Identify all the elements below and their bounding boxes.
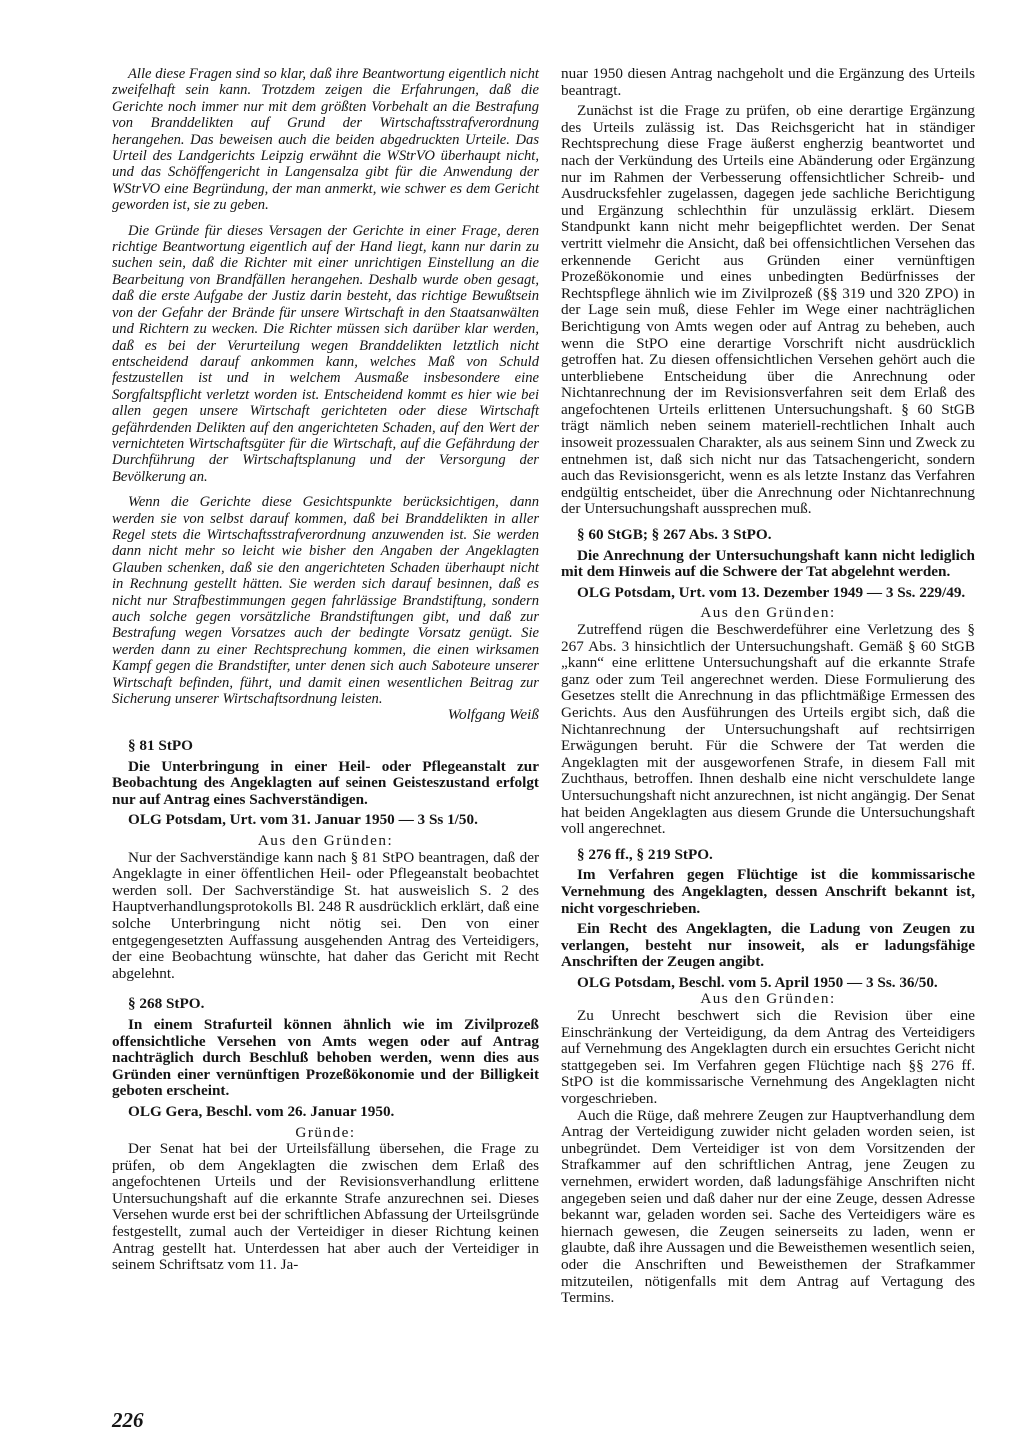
headnote-60: Die Anrechnung der Untersuchungshaft kann nicht lediglich mit dem Hinweis auf die Schwere der Tat abgelehnt werden.	[561, 546, 975, 581]
section-heading-81: § 81 StPO	[128, 737, 193, 755]
section-heading-60: § 60 StGB; § 267 Abs. 3 StPO.	[577, 526, 772, 544]
reasons-label-276: Aus den Gründen:	[700, 990, 836, 1008]
section-heading-276: § 276 ff., § 219 StPO.	[577, 845, 713, 863]
right-column	[561, 66, 975, 1307]
decision-text-268-continued: Zunächst ist die Frage zu prüfen, ob eine derartige Ergänzung des Urteils zulässig ist. Das Reichsgericht hat in ständiger Rechtsprechung diese Frage äußerst engherzig beantwortet und nach der Verkündung des Urteils eine Abänderung oder Ergänzung nur im Rahmen der Verbesserung offensichtlicher Schreib- und Ausdrucksfehler zugelassen, dagegen jede sachliche Berichtigung und Ergänzung schlechthin für unzulässig erklärt. Diesem Standpunkt kann nicht mehr beigepflichtet werden. Der Senat vertritt vielmehr die Ansicht, daß bei offensichtlichen Versehen das erkennende Gericht aus Gründen einer vernünftigen Prozeßökonomie und eines unbedingten Bedürfnisses der Rechtspflege ähnlich wie im Zivilprozeß (§§ 319 und 320 ZPO) in der Lage sein muß, diese Fehler im Wege einer nachträglichen Berichtigung von Amts wegen oder auf Antrag zu beheben, auch wenn die StPO eine derartige Vorschrift nicht ausdrücklich getroffen hat. Zu diesen offensichtlichen Versehen gehört auch die unterbliebene Entscheidung über die Anrechnung oder Nichtanrechnung der im Revisionsverfahren seit dem Erlaß des angefochtenen Urteils erlittenen Untersuchungshaft. § 60 StGB trägt nämlich neben seinem materiell-rechtlichen Inhalt auch insoweit prozessualen Charakter, als aus seinem Sinn und Zweck zu entnehmen ist, daß sich nicht nur das Tatsachengericht, sondern auch das Revisionsgericht, wenn es als letzte Instanz das Verfahren endgültig entscheidet, über die Anrechnung oder Nichtanrechnung der Untersuchungshaft aussprechen muß.	[561, 102, 975, 518]
section-heading-268: § 268 StPO.	[128, 995, 205, 1013]
reasons-label-60: Aus den Gründen:	[700, 604, 836, 622]
headnote-81: Die Unterbringung in einer Heil- oder Pflegeanstalt zur Beobachtung des Angeklagten auf seinen Geisteszustand erfolgt nur auf Antrag eines Sachverständigen.	[112, 757, 539, 808]
continued-paragraph: nuar 1950 diesen Antrag nachgeholt und die Ergänzung des Urteils beantragt.	[561, 65, 975, 99]
court-citation-268: OLG Gera, Beschl. vom 26. Januar 1950.	[128, 1102, 395, 1120]
decision-text-276-2: Auch die Rüge, daß mehrere Zeugen zur Hauptverhandlung dem Antrag der Verteidigung zuwider nicht geladen worden seien, ist unbegründet. Dem Verteidiger ist von dem Vorsitzenden der Strafkammer auf den schriftlichen Antrag, jene Zeugen zu vernehmen, erwidert worden, daß ladungsfähige Anschriften nicht angegeben seien und daß daher nur der eine Zeuge, dessen Adresse bekannt war, geladen worden sei. Sache des Verteidigers wäre es hiernach gewesen, die Zeugen seinerseits zu laden, wenn er glaubte, daß ihre Aussagen und die Beweisthemen wesentlich seien, oder die Anschriften und Beweisthemen der Strafkammer mitzuteilen, nötigenfalls mit dem Antrag auf Vertagung des Termins.	[561, 1106, 975, 1307]
court-citation-60: OLG Potsdam, Urt. vom 13. Dezember 1949 — 3 Ss. 229/49.	[577, 583, 966, 601]
court-citation-276: OLG Potsdam, Beschl. vom 5. April 1950 — 3 Ss. 36/50.	[577, 973, 938, 991]
reasons-label-81: Aus den Gründen:	[257, 832, 394, 849]
decision-text-60: Zutreffend rügen die Beschwerdeführer eine Verletzung des § 267 Abs. 3 hinsichtlich der Untersuchungshaft. Gemäß § 60 StGB „kann“ eine erlittene Untersuchungshaft auf die erkannte Strafe ganz oder zum Teil angerechnet werden. Diese Formulierung des Gesetzes stellt die Anrechnung in das pflichtmäßige Ermessen des Gerichts. Aus den Ausführungen des Urteils ergibt sich, daß die Nichtanrechnung der Untersuchungshaft auf rechtsirrigen Erwägungen beruht. Für die Schwere der Tat werden die Angeklagten mit der ausgeworfenen Strafe, in diesem Fall mit Zuchthaus, betroffen. Ihnen deshalb eine nicht verschuldete lange Untersuchungshaft nicht anzurechnen, ist nicht angängig. Der Senat hat beiden Angeklagten aus diesem Grunde die Untersuchungshaft voll angerechnet.	[561, 621, 975, 838]
headnote-276-1: Im Verfahren gegen Flüchtige ist die kommissarische Vernehmung des Angeklagten, dessen Anschrift bekannt ist, nicht vorgeschrieben.	[561, 866, 975, 917]
author-signature: Wolfgang Weiß	[447, 706, 539, 724]
headnote-268: In einem Strafurteil können ähnlich wie im Zivilprozeß offensichtliche Versehen von Amts wegen oder auf Antrag nachträglich durch Beschluß behoben werden, wenn dies aus Gründen einer vernünftigen Prozeßökonomie und der Billigkeit geboten erscheint.	[112, 1015, 539, 1100]
commentary-paragraph-2: Die Gründe für dieses Versagen der Gerichte in einer Frage, deren richtige Beantwortung eigentlich auf der Hand liegt, kann nur darin zu suchen sein, daß die Richter mit einer unrichtigen Einstellung an die Bearbeitung von Brandfällen herangehen. Deshalb wurde oben gesagt, daß die erste Aufgabe der Justiz darin besteht, das richtige Bewußtsein von der Gefahr der Brände für unsere Wirtschaft in den Staatsanwälten und Richtern zu wecken. Die Richter müssen sich darüber klar werden, daß es bei der Verurteilung wegen Branddelikten letztlich nicht entscheidend darauf ankommen kann, welches Maß von Schuld festzustellen ist und in welchem Ausmaße insbesondere eine Sorgfaltspflicht verletzt worden ist. Entscheidend kommt es hier wie bei allen gegen unsere Wirtschaft gerichteten oder diese Wirtschaft gefährdenden Delikten auf den angerichteten Schaden, auf den Wert der vernichteten Wirtschaftsgüter für die Wirtschaft, auf die Gefährdung der Durchführung der Wirtschaftsplanung und der Versorgung der Bevölkerung an.	[112, 222, 539, 485]
page-number: 226	[112, 1408, 144, 1432]
court-citation-81: OLG Potsdam, Urt. vom 31. Januar 1950 — 3 Ss 1/50.	[128, 811, 478, 829]
left-column	[112, 66, 539, 1274]
commentary-paragraph-1: Alle diese Fragen sind so klar, daß ihre Beantwortung eigentlich nicht zweifelhaft sein kann. Trotzdem zeigen die Erfahrungen, daß die Gerichte noch immer nur mit dem größten Vorbehalt an die Bestrafung von Branddelikten auf Grund der Wirtschaftsstrafverordnung herangehen. Das beweisen auch die beiden abgedruckten Urteile. Das Urteil des Landgerichts Leipzig erwähnt die WStrVO überhaupt nicht, und das Schöffengericht in Langensalza gibt für die Anwendung der WStrVO eine Begründung, der man anmerkt, wie schwer es dem Gericht geworden ist, sie zu geben.	[112, 66, 539, 214]
headnote-276-2: Ein Recht des Angeklagten, die Ladung von Zeugen zu verlangen, besteht nur insoweit, als er ladungsfähige Anschriften der Zeugen angibt.	[561, 920, 975, 971]
decision-text-81: Nur der Sachverständige kann nach § 81 StPO beantragen, daß der Angeklagte in einer öffentlichen Heil- oder Pflegeanstalt beobachtet werden soll. Der Sachverständige St. hat ausweislich S. 2 des Hauptverhandlungsprotokolls Bl. 248 R ausdrücklich erklärt, daß eine solche Unterbringung nicht nötig sei. Den von einer entgegengesetzten Auffassung ausgehenden Antrag des Verteidigers, der eine Beobachtung wünschte, hat daher das Gericht mit Recht abgelehnt.	[112, 848, 539, 982]
commentary-paragraph-3: Wenn die Gerichte diese Gesichtspunkte berücksichtigen, dann werden sie von selbst darauf kommen, daß bei Branddelikten in aller Regel stets die Wirtschaftsstrafverordnung anzuwenden ist. Sie werden dann nicht mehr so leicht wie bisher den Angaben der Angeklagten Glauben schenken, daß sie den angerichteten Schaden überhaupt nicht in Rechnung gestellt hätten. Sie werden sich darauf besinnen, daß es nicht nur Strafbestimmungen gegen fahrlässige Brandstiftung, sondern auch solche gegen vorsätzliche Brandstiftungen gibt, und daß zur Bestrafung wegen Vorsatzes auch der bedingte Vorsatz genügt. Sie werden dann zu einer Rechtsprechung kommen, die einen wirksamen Kampf gegen die Brandstifter, unter denen sich auch Saboteure unserer Wirtschaft befinden, führt, und damit einen wesentlichen Beitrag zur Sicherung unserer Wirtschaftsordnung leisten.	[112, 494, 539, 708]
decision-text-268: Der Senat hat bei der Urteilsfällung übersehen, die Frage zu prüfen, ob dem Angeklagten die zwischen dem Erlaß des angefochtenen Urteils und der Revisionsverhandlung erlittene Untersuchungshaft auf die erkannte Strafe anzurechnen sei. Dieses Versehen wurde erst bei der schriftlichen Abfassung der Urteilsgründe festgestellt, zumal auch der Verteidiger in dieser Richtung keinen Antrag gestellt hat. Unterdessen hat aber auch der Verteidiger in seinem Schriftsatz vom 11. Ja-	[112, 1140, 539, 1274]
reasons-label-268: Gründe:	[295, 1123, 356, 1141]
decision-text-276-1: Zu Unrecht beschwert sich die Revision über eine Einschränkung der Verteidigung, da dem Antrag des Verteidigers auf Vernehmung des Angeklagten durch ein ersuchtes Gericht nicht stattgegeben sei. Im Verfahren gegen Flüchtige nach §§ 276 ff. StPO ist die kommissarische Vernehmung des Angeklagten nicht vorgeschrieben.	[561, 1007, 975, 1108]
